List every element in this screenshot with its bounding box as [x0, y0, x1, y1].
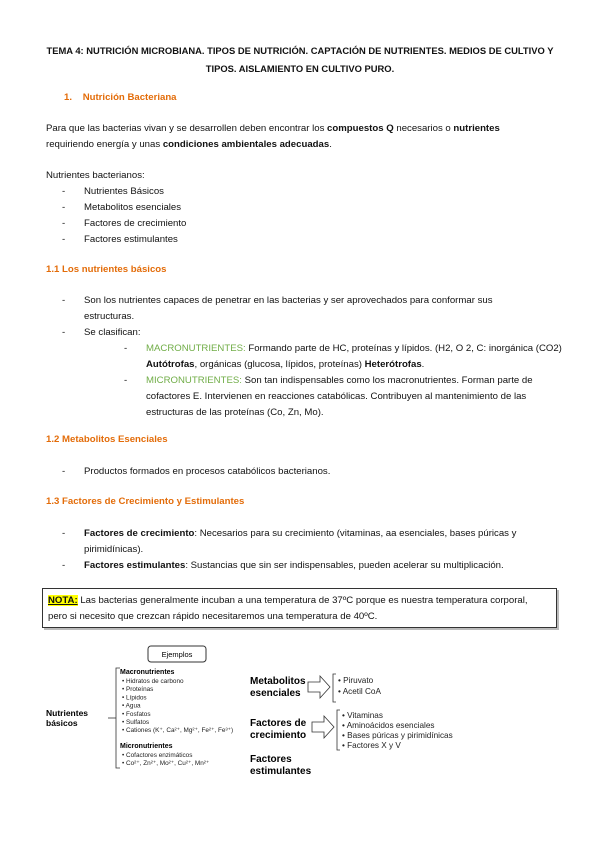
intro-text-a: Para que las bacterias vivan y se desarrollen deben encontrar los	[46, 123, 328, 134]
note-label: NOTA:	[48, 595, 78, 606]
macronutrients-label: MACRONUTRIENTES:	[146, 343, 246, 354]
list-item: - Productos formados en procesos catabólicos bacterianos.	[62, 466, 331, 477]
nutrients-diagram	[40, 640, 540, 780]
macronutrients-item: - MACRONUTRIENTES: Formando parte de HC, proteínas y lípidos. (H2, O 2, C: inorgánica (CO2)	[124, 343, 562, 354]
nutrientes-basicos-label-2: básicos	[46, 718, 78, 728]
factor-crecimiento-item: • Bases púricas y pirimidínicas	[342, 731, 453, 740]
intro-bold-compuestos: compuestos Q	[327, 123, 394, 134]
list-item: - Se clasifican:	[62, 327, 141, 338]
section-1-number: 1.	[64, 92, 73, 103]
list-item: - Factores estimulantes: Sustancias que sin ser indispensables, pueden acelerar su multiplicación.	[62, 560, 504, 571]
intro-text-c: necesarios o	[393, 123, 454, 134]
note-line-1: Las bacterias generalmente incuban a una temperatura de 37ºC porque es nuestra temperatura corporal,	[77, 595, 528, 606]
macronutrient-item: • Lípidos	[122, 694, 147, 702]
nutrientes-basicos-label-1: Nutrientes	[46, 708, 89, 718]
intro-text-h: .	[329, 139, 332, 150]
list-item: - Metabolitos esenciales	[62, 202, 182, 213]
macronutrient-item: • Proteínas	[122, 686, 154, 694]
micronutrient-item: • Cofactores enzimáticos	[122, 752, 193, 759]
intro-text-f: y unas	[129, 139, 163, 150]
note-box	[42, 588, 557, 628]
arrow-icon	[312, 716, 334, 738]
macronutrients-line-2: Autótrofas, orgánicas (glucosa, lípidos, proteínas) Heterótrofas.	[146, 359, 425, 370]
note-line-2: pero si necesito que crezcan rápido necesitaremos una temperatura de 40ºC.	[48, 611, 378, 622]
macronutrient-item: • Fosfatos	[122, 710, 151, 718]
factores-crecimiento-label-1: Factores de	[250, 718, 307, 729]
micronutrients-item: - MICRONUTRIENTES: Son tan indispensables como los macronutrientes. Forman parte de	[124, 375, 533, 386]
section-1-title: Nutrición Bacteriana	[82, 92, 177, 103]
factor-crecimiento-item: • Factores X y V	[342, 741, 401, 750]
micronutrients-line-2: cofactores E. Intervienen en reacciones catabólicas. Contribuyen al mantenimiento de las	[146, 391, 527, 402]
factores-estimulantes-label-2: estimulantes	[250, 766, 312, 777]
list-item: - Factores estimulantes	[62, 234, 178, 245]
list-item-continuation: pirimidínicas).	[84, 544, 144, 555]
list-item-continuation: estructuras.	[84, 311, 135, 322]
factor-crecimiento-item: • Vitaminas	[342, 711, 383, 720]
list-item: - Son los nutrientes capaces de penetrar en las bacterias y ser aprovechados para conformar sus	[62, 295, 493, 306]
macronutrient-item: • Hidratos de carbono	[122, 678, 184, 685]
metabolitos-list	[338, 676, 381, 696]
list-item: - Factores de crecimiento	[62, 218, 187, 229]
list-item: - Factores de crecimiento: Necesarios para su crecimiento (vitaminas, aa esenciales, bases púricas y	[62, 528, 517, 539]
section-1-1-heading: 1.1 Los nutrientes básicos	[46, 264, 167, 275]
intro-bold-nutrientes: nutrientes	[453, 123, 500, 134]
section-1-2-heading: 1.2 Metabolitos Esenciales	[46, 434, 168, 445]
metabolitos-label-2: esenciales	[250, 688, 301, 699]
macronutrient-item: • Agua	[122, 702, 141, 710]
section-1-3-heading: 1.3 Factores de Crecimiento y Estimulantes	[46, 496, 245, 507]
micronutrient-item: • Co²⁺, Zn²⁺, Mo²⁺, Cu²⁺, Mn²⁺	[122, 760, 210, 768]
nutrients-list-title: Nutrientes bacterianos:	[46, 170, 145, 181]
macronutrients-title: Macronutrientes	[120, 669, 175, 676]
factores-crecimiento-label-2: crecimiento	[250, 730, 307, 741]
intro-text-e: requiriendo energía	[46, 139, 130, 150]
intro-bold-condiciones: condiciones ambientales adecuadas	[162, 139, 330, 150]
metabolitos-label-1: Metabolitos	[250, 676, 306, 687]
micronutrients-label: MICRONUTRIENTES:	[146, 375, 242, 386]
section-1-heading	[64, 92, 177, 103]
intro-paragraph	[46, 121, 500, 153]
metabolito-item: • Piruvato	[338, 676, 374, 685]
examples-label: Ejemplos	[161, 650, 193, 659]
macronutrient-item: • Sulfatos	[122, 719, 150, 726]
micronutrients-title: Micronutrientes	[120, 743, 173, 750]
metabolito-item: • Acetil CoA	[338, 687, 381, 696]
list-item: - Nutrientes Básicos	[62, 186, 164, 197]
arrow-icon	[308, 676, 330, 698]
micronutrients-line-3: estructuras de las proteínas (Co, Zn, Mo).	[146, 407, 324, 418]
document-title: TEMA 4: NUTRICIÓN MICROBIANA. TIPOS DE NUTRICIÓN. CAPTACIÓN DE NUTRIENTES. MEDIOS DE CULTIVO Y TIPOS. AISLAMIENTO EN CULTIVO PURO.	[46, 45, 554, 74]
factor-crecimiento-item: • Aminoácidos esenciales	[342, 721, 435, 730]
micronutrients-list	[122, 752, 209, 767]
macronutrients-list	[122, 678, 233, 734]
factores-estimulantes-label-1: Factores	[250, 754, 292, 765]
factores-crecimiento-list	[342, 711, 453, 750]
macronutrient-item: • Cationes (K⁺, Ca²⁺, Mg²⁺, Fe²⁺, Fe³⁺)	[122, 727, 234, 735]
